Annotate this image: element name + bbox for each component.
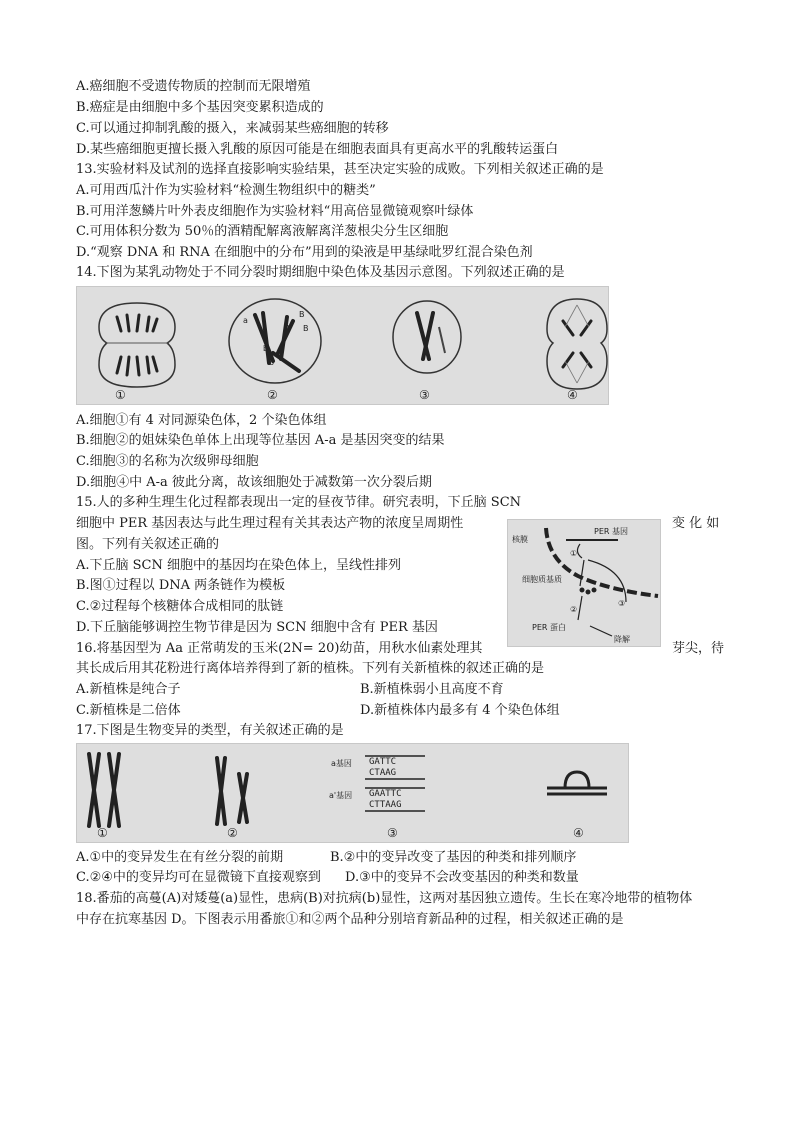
q14-option-a: A.细胞①有 4 对同源染色体，2 个染色体组 <box>76 413 327 428</box>
q14-cell-1 <box>99 303 175 387</box>
q13-stem: 13.实验材料及试剂的选择直接影响实验结果，甚至决定实验的成败。下列相关叙述正确的是 <box>76 162 604 177</box>
q17-figure-drawing <box>77 744 629 843</box>
q13-option-c: C.可用体积分数为 50％的酒精配解离液解离洋葱根尖分生区细胞 <box>76 224 449 239</box>
q17-seq2-top: GAATTC <box>369 789 402 799</box>
q17-seq2-bottom: CTTAAG <box>369 800 402 810</box>
q17-panel-3 <box>329 756 425 811</box>
q14-option-c: C.细胞③的名称为次级卵母细胞 <box>76 454 259 469</box>
q16-stem-line2: 其长成后用其花粉进行离体培养得到了新的植株。下列有关新植株的叙述正确的是 <box>76 661 545 676</box>
q12-option-b: B.癌症是由细胞中多个基因突变累积造成的 <box>76 100 324 115</box>
q15-stem-line1: 15.人的多种生理生化过程都表现出一定的昼夜节律。研究表明，下丘脑 SCN <box>76 495 522 510</box>
q17-option-d: D.③中的变异不会改变基因的种类和数量 <box>345 870 579 885</box>
q14-figure-drawing <box>77 287 609 405</box>
q14-option-b: B.细胞②的姐妹染色单体上出现等位基因 A-a 是基因突变的结果 <box>76 433 445 448</box>
q15-stem-line2: 细胞中 PER 基因表达与此生理过程有关其表达产物的浓度呈周期性 <box>76 516 464 531</box>
q15-option-b: B.图①过程以 DNA 两条链作为模板 <box>76 578 286 593</box>
q16-option-c: C.新植株是二倍体 <box>76 703 181 718</box>
q16-option-b: B.新植株弱小且高度不育 <box>360 682 504 697</box>
q17-label-4: ④ <box>573 826 584 840</box>
q15-step2-label: ② <box>570 605 578 614</box>
q12-option-a: A.癌细胞不受遗传物质的控制而无限增殖 <box>76 79 311 94</box>
q17-option-b: B.②中的变异改变了基因的种类和排列顺序 <box>330 850 577 865</box>
q17-gene-a-prime-label: a'基因 <box>329 791 353 800</box>
q16-option-a: A.新植株是纯合子 <box>76 682 181 697</box>
q15-option-d: D.下丘脑能够调控生物节律是因为 SCN 细胞中含有 PER 基因 <box>76 620 438 635</box>
q16-option-d: D.新植株体内最多有 4 个染色体组 <box>360 703 560 718</box>
q17-label-3: ③ <box>387 826 398 840</box>
q14-cell-3 <box>393 301 461 373</box>
q17-figure <box>76 743 629 843</box>
q15-option-a: A.下丘脑 SCN 细胞中的基因均在染色体上，呈线性排列 <box>76 558 402 573</box>
q14-label-1: ① <box>115 388 126 402</box>
q14-cell-4 <box>547 299 607 389</box>
q15-step1-label: ① <box>570 549 578 558</box>
q14-stem: 14.下图为某乳动物处于不同分裂时期细胞中染色体及基因示意图。下列叙述正确的是 <box>76 265 565 280</box>
q14-cell-2 <box>229 299 321 383</box>
q17-panel-1 <box>89 754 119 826</box>
q14-gene-label: b <box>269 358 275 367</box>
q15-stem-line3: 图。下列有关叙述正确的 <box>76 537 220 552</box>
q12-option-c: C.可以通过抑制乳酸的摄入，来减弱某些癌细胞的转移 <box>76 121 389 136</box>
q17-gene-a-label: a基因 <box>331 759 352 768</box>
q17-label-2: ② <box>227 826 238 840</box>
q18-stem-line1: 18.番茄的高蔓(A)对矮蔓(a)显性，患病(B)对抗病(b)显性，这两对基因独立遗传。生长在寒冷地带的植物体 <box>76 891 693 906</box>
q15-per-gene-label: PER 基因 <box>594 527 628 536</box>
q13-option-a: A.可用西瓜汁作为实验材料“检测生物组织中的糖类” <box>76 183 376 198</box>
q14-gene-label: b <box>263 344 269 353</box>
q17-option-c: C.②④中的变异均可在显微镜下直接观察到 <box>76 870 321 885</box>
q15-figure <box>507 519 661 647</box>
q15-stem-tail: 变 化 如 <box>672 516 720 531</box>
q13-option-b: B.可用洋葱鳞片叶外表皮细胞作为实验材料“用高倍显微镜观察叶绿体 <box>76 204 474 219</box>
q14-option-d: D.细胞④中 A-a 彼此分离，故该细胞处于减数第一次分裂后期 <box>76 475 432 490</box>
q16-stem-line1: 16.将基因型为 Aa 正常萌发的玉米(2N= 20)幼苗，用秋水仙素处理其 <box>76 641 483 656</box>
q15-per-protein-label: PER 蛋白 <box>532 623 566 632</box>
q17-seq1-top: GATTC <box>369 757 397 767</box>
q14-figure <box>76 286 609 405</box>
q15-cytoplasm-label: 细胞质基质 <box>522 575 562 584</box>
q15-degradation-label: 降解 <box>614 635 630 644</box>
q15-option-c: C.②过程每个核糖体合成相同的肽链 <box>76 599 284 614</box>
q17-stem: 17.下图是生物变异的类型，有关叙述正确的是 <box>76 723 344 738</box>
q17-panel-2 <box>217 758 247 824</box>
q13-option-d: D.“观察 DNA 和 RNA 在细胞中的分布”用到的染液是甲基绿吡罗红混合染色剂 <box>76 245 533 260</box>
q14-gene-label: B <box>303 324 309 333</box>
q14-label-3: ③ <box>419 388 430 402</box>
q18-stem-line2: 中存在抗寒基因 D。下图表示用番旅①和②两个品种分别培育新品种的过程，相关叙述正确的是 <box>76 912 624 927</box>
q14-gene-label: a <box>243 316 248 325</box>
q17-panel-4 <box>547 772 607 794</box>
q17-seq1-bottom: CTAAG <box>369 768 397 778</box>
q14-gene-label: A <box>285 324 291 333</box>
q17-option-a: A.①中的变异发生在有丝分裂的前期 <box>76 850 284 865</box>
q14-label-2: ② <box>267 388 278 402</box>
q14-gene-label: B <box>299 310 305 319</box>
q15-figure-drawing <box>508 520 661 647</box>
q15-nuclear-membrane-label: 核膜 <box>512 535 528 544</box>
q15-step3-label: ③ <box>618 599 626 608</box>
q17-label-1: ① <box>97 826 108 840</box>
q16-stem-tail: 芽尖，待 <box>672 641 725 656</box>
q12-option-d: D.某些癌细胞更擅长摄入乳酸的原因可能是在细胞表面具有更高水平的乳酸转运蛋白 <box>76 142 559 157</box>
q14-label-4: ④ <box>567 388 578 402</box>
